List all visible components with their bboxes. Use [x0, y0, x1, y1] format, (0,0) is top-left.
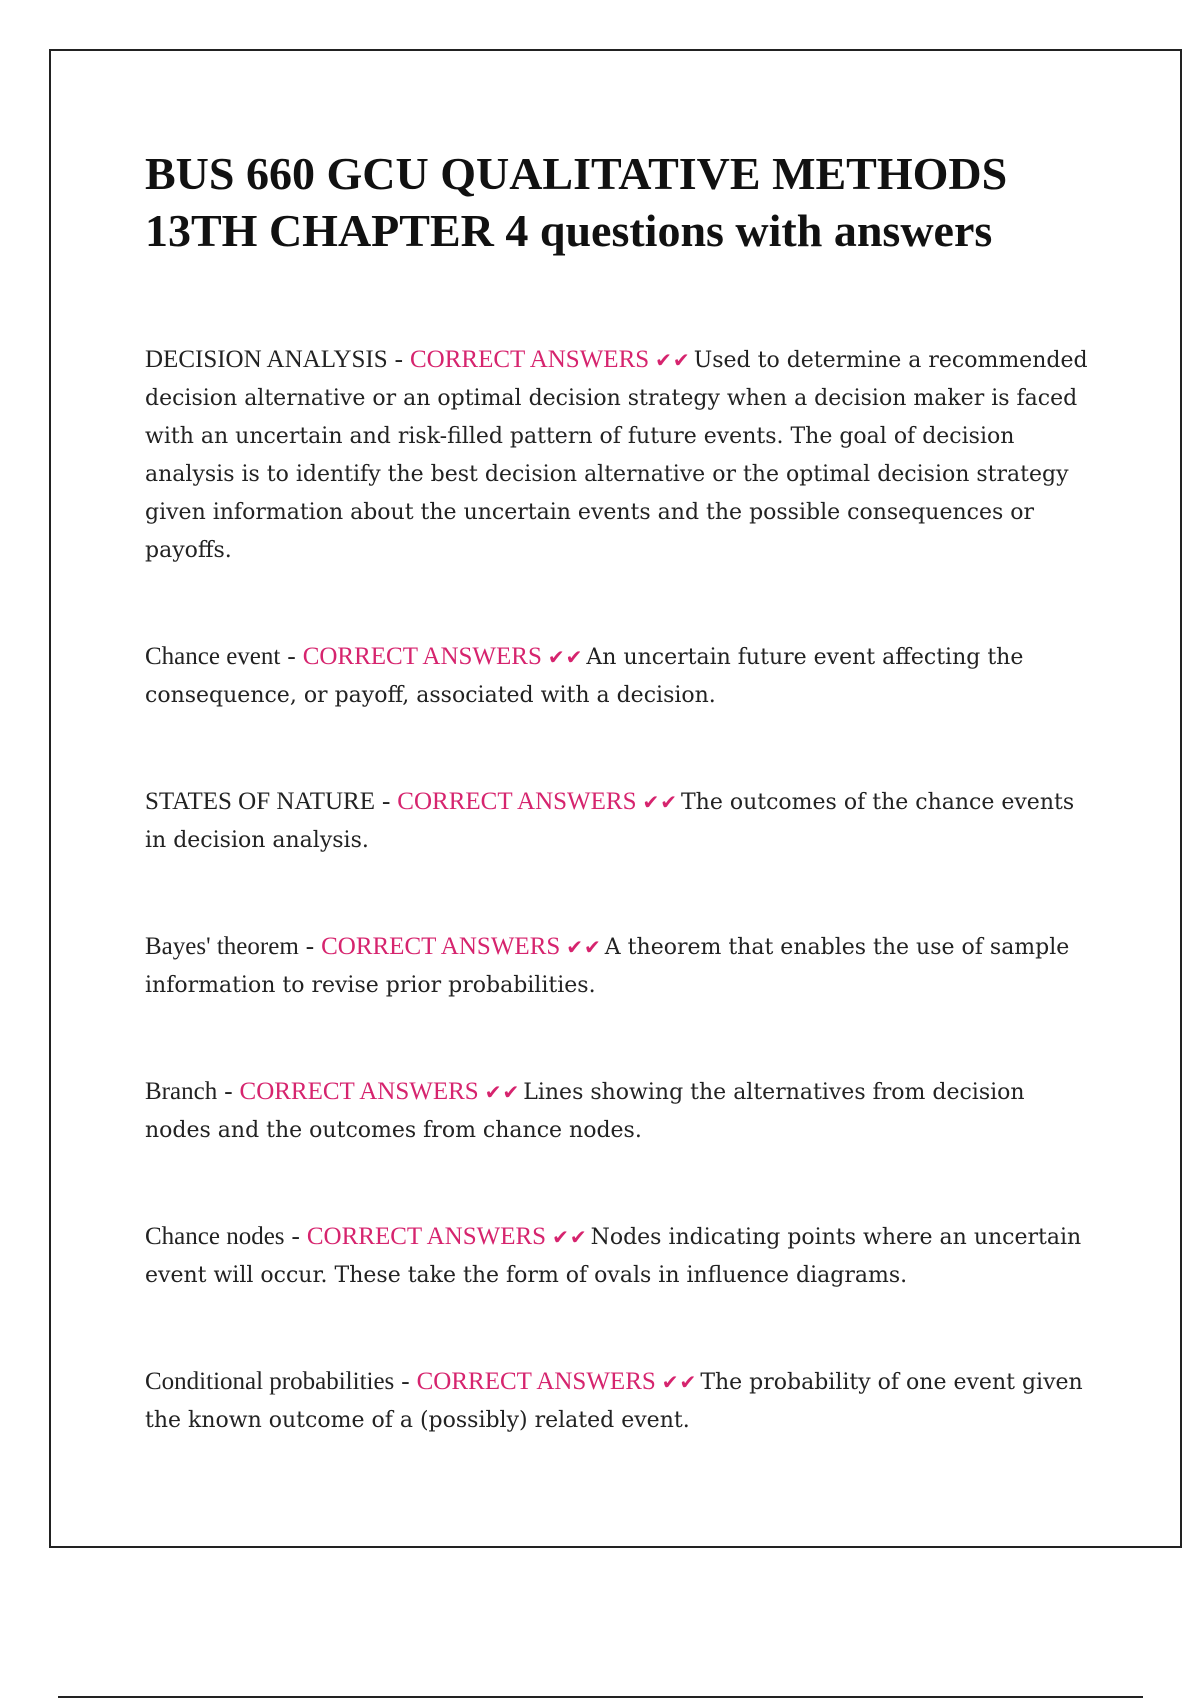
- bottom-divider: [58, 1696, 1143, 1698]
- definition: Lines showing the alternatives from decision nodes and the outcomes from chance nodes.: [145, 1080, 1025, 1143]
- qa-list: [145, 341, 1095, 1440]
- term: Conditional probabilities: [145, 1368, 395, 1395]
- definition: An uncertain future event affecting the consequence, or payoff, associated with a decision.: [145, 645, 1024, 708]
- correct-answers-label: CORRECT ANSWERS: [416, 1368, 656, 1395]
- double-check-icon: ✔✔: [642, 790, 678, 814]
- double-check-icon: ✔✔: [484, 1080, 521, 1104]
- term: Bayes' theorem: [145, 933, 299, 960]
- separator: -: [381, 788, 391, 815]
- correct-answers-label: CORRECT ANSWERS: [321, 933, 561, 960]
- double-check-icon: ✔✔: [661, 1370, 698, 1394]
- double-check-icon: ✔✔: [552, 1225, 588, 1249]
- correct-answers-label: CORRECT ANSWERS: [409, 346, 650, 373]
- term: STATES OF NATURE: [145, 788, 375, 815]
- qa-entry-chance-nodes: [145, 1218, 1095, 1295]
- term: Chance event: [145, 643, 281, 670]
- term: Branch: [145, 1078, 218, 1105]
- correct-answers-label: CORRECT ANSWERS: [302, 643, 542, 670]
- double-check-icon: ✔✔: [655, 348, 691, 372]
- separator: -: [394, 346, 403, 373]
- definition: The probability of one event given the known outcome of a (possibly) related event.: [145, 1370, 1083, 1433]
- correct-answers-label: CORRECT ANSWERS: [239, 1078, 479, 1105]
- title-line-1: BUS 660 GCU QUALITATIVE METHODS: [145, 148, 1008, 199]
- qa-entry-conditional-probabilities: [145, 1363, 1095, 1440]
- double-check-icon: ✔✔: [566, 935, 602, 959]
- separator: -: [305, 933, 315, 960]
- separator: -: [291, 1223, 300, 1250]
- double-check-icon: ✔✔: [547, 645, 584, 669]
- definition: A theorem that enables the use of sample information to revise prior probabilities.: [145, 935, 1070, 998]
- definition: The outcomes of the chance events in decision analysis.: [145, 790, 1075, 853]
- page-title: [145, 145, 1095, 259]
- separator: -: [287, 643, 296, 670]
- correct-answers-label: CORRECT ANSWERS: [306, 1223, 547, 1250]
- qa-entry-bayes-theorem: [145, 928, 1095, 1005]
- qa-entry-branch: [145, 1073, 1095, 1150]
- separator: -: [224, 1078, 233, 1105]
- qa-entry-states-of-nature: [145, 783, 1095, 860]
- term: DECISION ANALYSIS: [145, 346, 388, 373]
- qa-entry-decision-analysis: [145, 341, 1095, 570]
- definition: Nodes indicating points where an uncertain event will occur. These take the form of ovals in influence diagrams.: [145, 1225, 1082, 1288]
- term: Chance nodes: [145, 1223, 285, 1250]
- separator: -: [401, 1368, 410, 1395]
- document-content: [145, 145, 1095, 1508]
- correct-answers-label: CORRECT ANSWERS: [397, 788, 637, 815]
- qa-entry-chance-event: [145, 638, 1095, 715]
- definition: Used to determine a recommended decision alternative or an optimal decision strategy when a decision maker is faced with an uncertain and risk-filled pattern of future events. The goal of decision analysis is to identify the best decision alternative or the optimal decision strategy given information about the uncertain events and the possible consequences or payoffs.: [145, 348, 1088, 563]
- title-line-2: 13TH CHAPTER 4 questions with answers: [145, 205, 993, 256]
